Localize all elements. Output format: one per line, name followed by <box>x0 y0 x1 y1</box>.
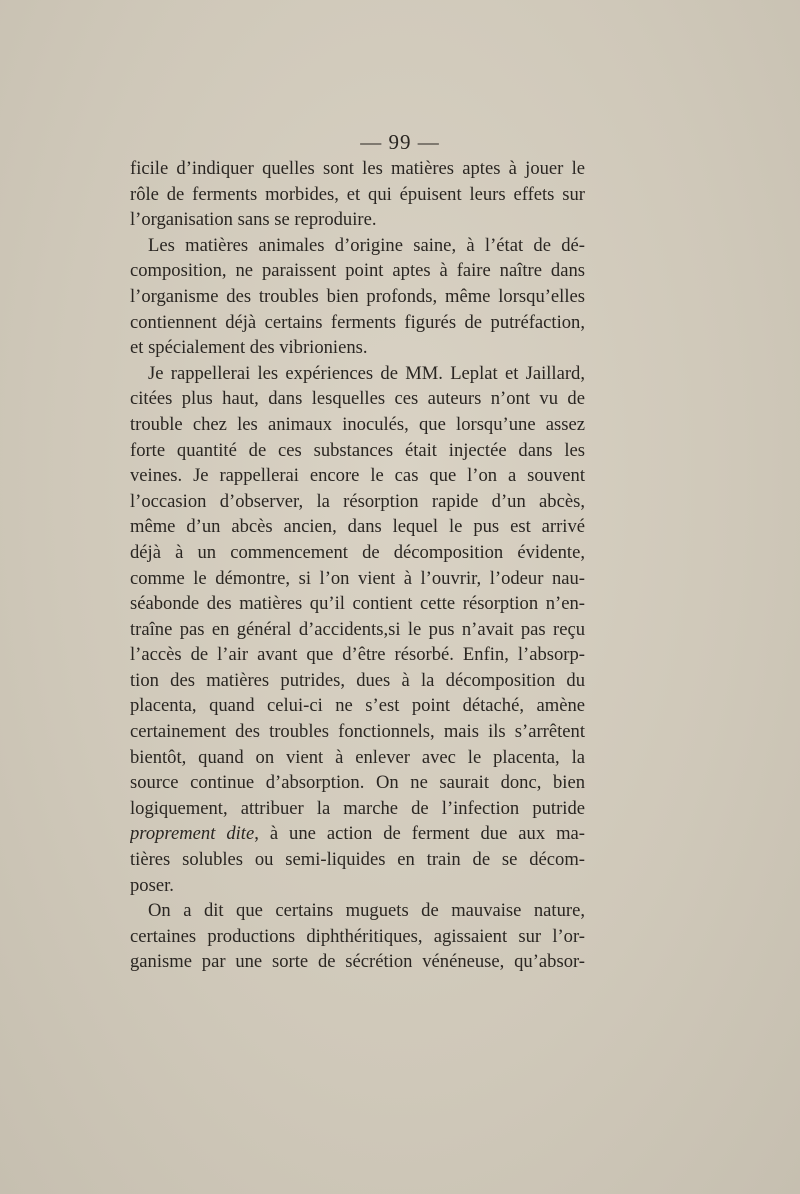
text-line: l’occasion d’observer, la résorption rapide d’un abcès, <box>130 490 585 512</box>
text-line: composition, ne paraissent point aptes à faire naître dans <box>130 260 585 282</box>
text-line: déjà à un commencement de décomposition évidente, <box>130 541 585 563</box>
text-line: veines. Je rappellerai encore le cas que l’on a souvent <box>130 465 585 487</box>
text-line: On a dit que certains muguets de mauvaise nature, <box>148 900 585 922</box>
text-line: comme le démontre, si l’on vient à l’ouvrir, l’odeur nau- <box>130 567 585 589</box>
text-line: et spécialement des vibrioniens. <box>130 337 368 359</box>
text-line: Je rappellerai les expériences de MM. Leplat et Jaillard, <box>148 362 585 384</box>
text-line: bientôt, quand on vient à enlever avec le placenta, la <box>130 746 585 768</box>
italic-emphasis: proprement dite <box>130 823 255 845</box>
text-line: logiquement, attribuer la marche de l’infection putride <box>130 797 585 819</box>
text-line: placenta, quand celui-ci ne s’est point détaché, amène <box>130 695 585 717</box>
text-line: contiennent déjà certains ferments figurés de putréfaction, <box>130 311 585 333</box>
text-line: même d’un abcès ancien, dans lequel le pus est arrivé <box>130 516 585 538</box>
text-line: poser. <box>130 874 174 896</box>
text-line: ganisme par une sorte de sécrétion vénéneuse, qu’absor- <box>130 951 585 973</box>
text-line: source continue d’absorption. On ne saurait donc, bien <box>130 772 585 794</box>
text-line: ficile d’indiquer quelles sont les matières aptes à jouer le <box>130 158 585 179</box>
text-line: l’accès de l’air avant que d’être résorbé. Enfin, l’absorp- <box>130 644 585 666</box>
body-text <box>130 156 585 975</box>
text-line: certainement des troubles fonctionnels, mais ils s’arrêtent <box>130 721 585 743</box>
page-number-header: — 99 — <box>360 130 440 154</box>
text-line: tières solubles ou semi-liquides en train de se décom- <box>130 849 585 871</box>
text-line: séabonde des matières qu’il contient cette résorption n’en- <box>130 593 585 615</box>
text-line: Les matières animales d’origine saine, à l’état de dé- <box>148 234 585 256</box>
text-line: l’organisation sans se reproduire. <box>130 209 377 231</box>
text-line: trouble chez les animaux inoculés, que lorsqu’une assez <box>130 413 585 435</box>
text-line: l’organisme des troubles bien profonds, même lorsqu’elles <box>130 285 585 307</box>
text-line: proprement dite, à une action de ferment due aux ma- <box>130 823 585 845</box>
text-line: tion des matières putrides, dues à la décomposition du <box>130 669 585 691</box>
text-line: forte quantité de ces substances était injectée dans les <box>130 439 585 461</box>
text-line: citées plus haut, dans lesquelles ces auteurs n’ont vu de <box>130 388 585 410</box>
text-line: certaines productions diphthéritiques, agissaient sur l’or- <box>130 925 585 947</box>
text-line: rôle de ferments morbides, et qui épuisent leurs effets sur <box>130 183 585 205</box>
text-line: traîne pas en général d’accidents,si le pus n’avait pas reçu <box>130 618 585 640</box>
